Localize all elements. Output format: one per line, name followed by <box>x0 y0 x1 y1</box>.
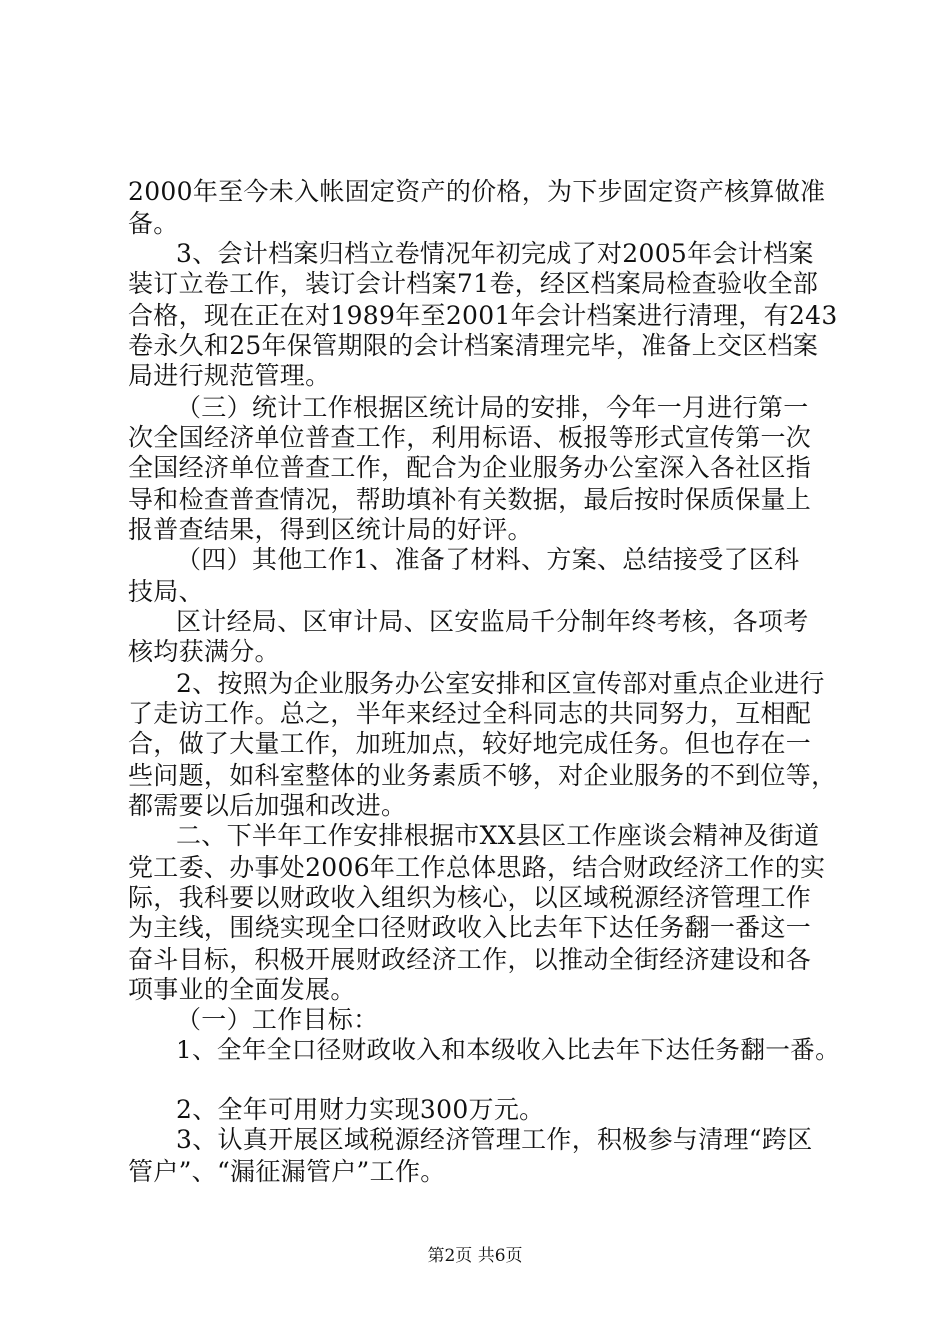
text-line: 2、按照为企业服务办公室安排和区宣传部对重点企业进行 <box>176 669 825 698</box>
text-line: 核均获满分。 <box>128 637 280 666</box>
text-line: 合，做了大量工作，加班加点，较好地完成任务。但也存在一 <box>128 729 812 758</box>
text-line: 3、会计档案归档立卷情况年初完成了对2005年会计档案 <box>176 239 814 268</box>
text-line: 局进行规范管理。 <box>128 361 331 390</box>
text-line: 报普查结果，得到区统计局的好评。 <box>128 515 533 544</box>
text-line: 区计经局、区审计局、区安监局千分制年终考核，各项考 <box>176 607 809 636</box>
text-line: 为主线，围绕实现全口径财政收入比去年下达任务翻一番这一 <box>128 913 812 942</box>
text-line: （四）其他工作1、准备了材料、方案、总结接受了区科 <box>176 545 800 574</box>
text-line: 次全国经济单位普查工作，利用标语、板报等形式宣传第一次 <box>128 423 812 452</box>
page-number-footer: 第2页 共6页 <box>427 1246 523 1266</box>
text-line: 备。 <box>128 209 179 238</box>
text-line: 导和检查普查情况，帮助填补有关数据，最后按时保质保量上 <box>128 485 812 514</box>
text-line: （三）统计工作根据区统计局的安排，今年一月进行第一 <box>176 393 809 422</box>
text-line: 些问题，如科室整体的业务素质不够，对企业服务的不到位等， <box>128 761 837 790</box>
text-line: 管户”、“漏征漏管户”工作。 <box>128 1157 446 1186</box>
text-line: 了走访工作。总之，半年来经过全科同志的共同努力，互相配 <box>128 699 812 728</box>
text-line: 际，我科要以财政收入组织为核心，以区域税源经济管理工作 <box>128 883 812 912</box>
text-line: 装订立卷工作，装订会计档案71卷，经区档案局检查验收全部 <box>128 269 819 298</box>
text-line: 3、认真开展区域税源经济管理工作，积极参与清理“跨区 <box>176 1125 813 1154</box>
text-line: 2000年至今未入帐固定资产的价格，为下步固定资产核算做准 <box>128 177 826 206</box>
text-line: 合格，现在正在对1989年至2001年会计档案进行清理，有243 <box>128 301 838 330</box>
text-line: 都需要以后加强和改进。 <box>128 791 407 820</box>
text-line: 2、全年可用财力实现300万元。 <box>176 1095 545 1124</box>
text-line: 奋斗目标，积极开展财政经济工作，以推动全街经济建设和各 <box>128 945 812 974</box>
text-line: 党工委、办事处2006年工作总体思路，结合财政经济工作的实 <box>128 853 826 882</box>
text-line: 1、全年全口径财政收入和本级收入比去年下达任务翻一番。 <box>176 1035 841 1064</box>
text-line: 全国经济单位普查工作，配合为企业服务办公室深入各社区指 <box>128 453 812 482</box>
text-line: 卷永久和25年保管期限的会计档案清理完毕，准备上交区档案 <box>128 331 819 360</box>
text-line: 技局、 <box>128 577 204 606</box>
text-line: 二、下半年工作安排根据市XX县区工作座谈会精神及街道 <box>176 821 820 850</box>
text-line: 项事业的全面发展。 <box>128 975 356 1004</box>
text-line: （一）工作目标： <box>176 1005 379 1034</box>
